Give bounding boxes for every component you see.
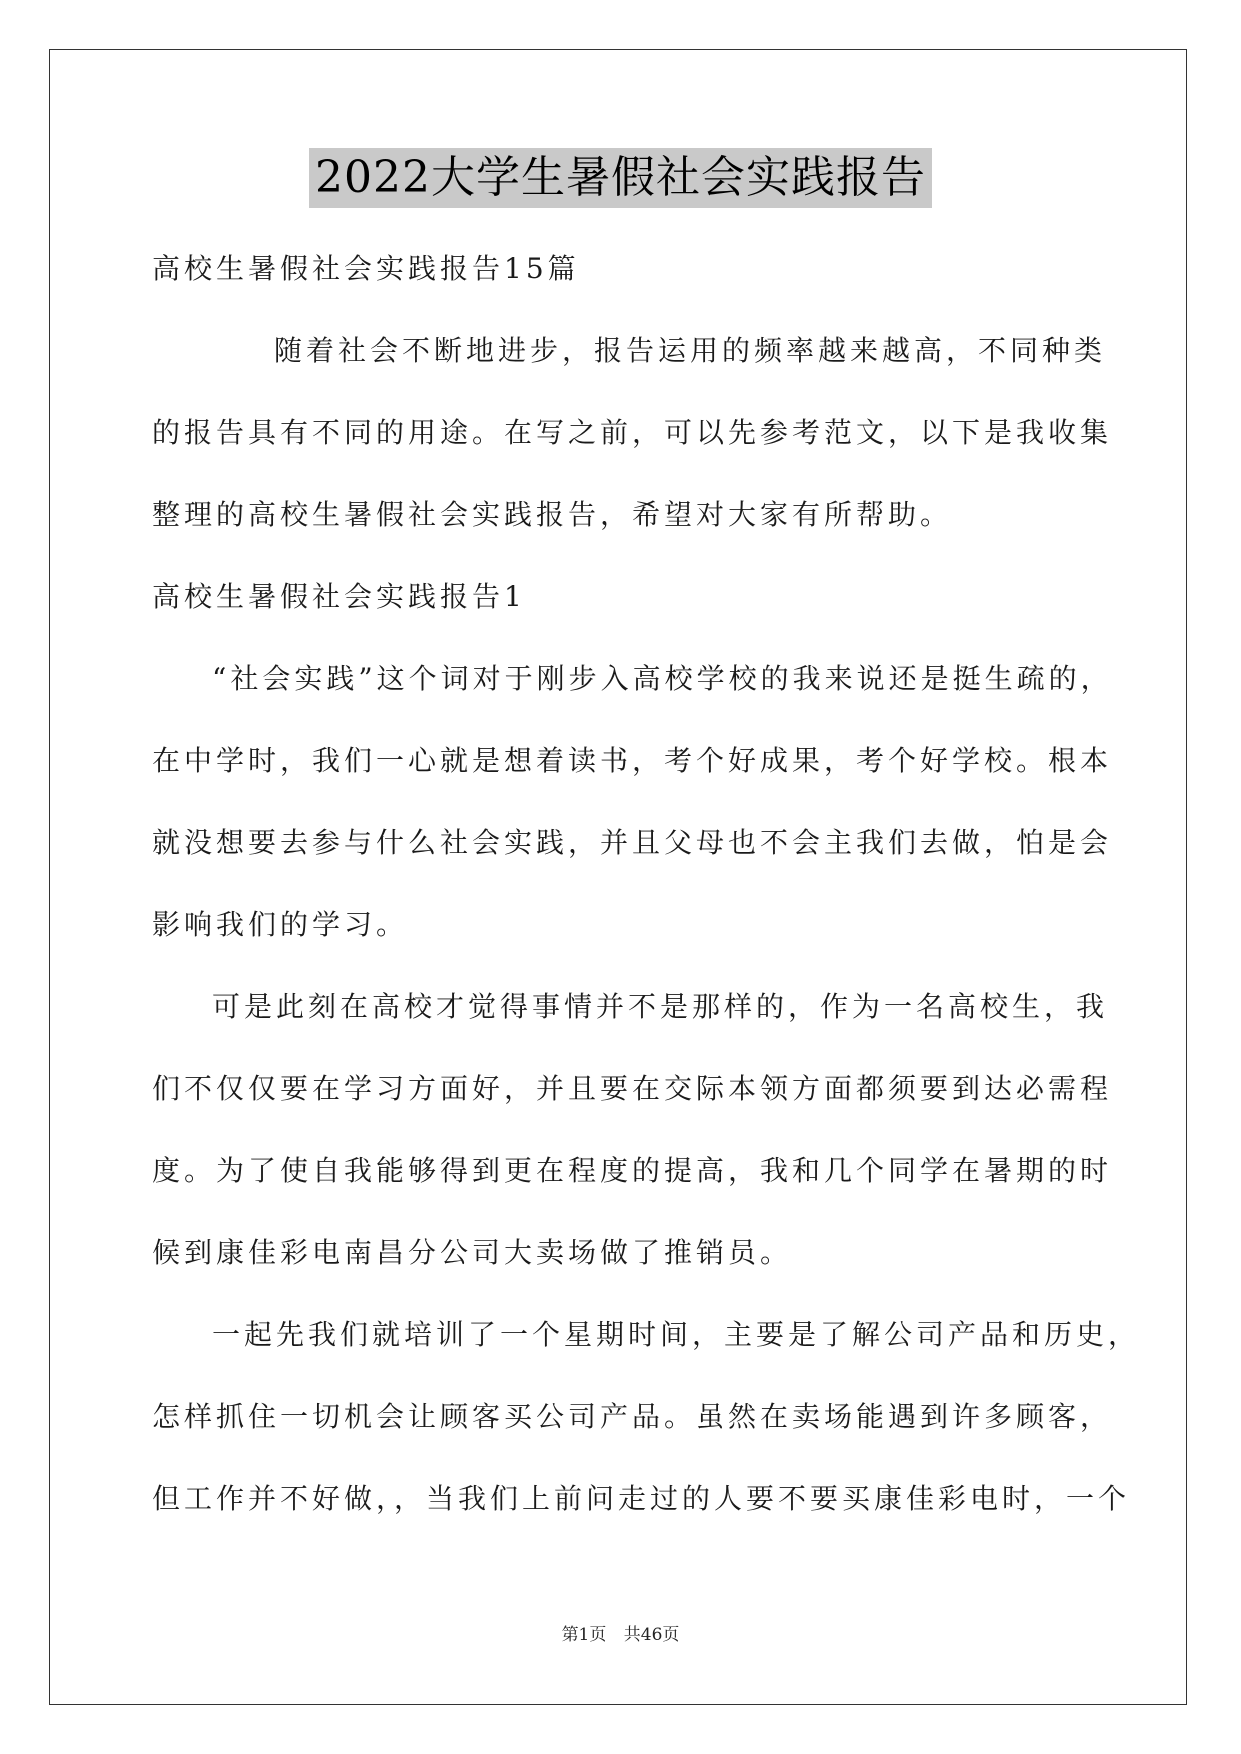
paragraph-line: 就没想要去参与什么社会实践，并且父母也不会主我们去做，怕是会 [152, 826, 1113, 859]
total-pages: 共46页 [623, 1625, 680, 1645]
paragraph-line: 可是此刻在高校才觉得事情并不是那样的，作为一名高校生，我 [212, 990, 1109, 1023]
document-title: 2022大学生暑假社会实践报告 [309, 148, 932, 208]
paragraph-line: 一起先我们就培训了一个星期时间，主要是了解公司产品和历史， [212, 1318, 1141, 1351]
page-footer [0, 1620, 1241, 1645]
paragraph-line: 们不仅仅要在学习方面好，并且要在交际本领方面都须要到达必需程 [152, 1072, 1113, 1105]
paragraph-line: 的报告具有不同的用途。在写之前，可以先参考范文，以下是我收集 [152, 416, 1113, 449]
section-heading: 高校生暑假社会实践报告1 [152, 580, 526, 613]
paragraph-line: 但工作并不好做，，当我们上前问走过的人要不要买康佳彩电时，一个 [152, 1482, 1131, 1515]
page-number: 第1页 [561, 1625, 607, 1645]
paragraph-line: 在中学时，我们一心就是想着读书，考个好成果，考个好学校。根本 [152, 744, 1113, 777]
paragraph-line: 候到康佳彩电南昌分公司大卖场做了推销员。 [152, 1236, 793, 1269]
paragraph-line: “社会实践”这个词对于刚步入高校学校的我来说还是挺生疏的， [212, 662, 1113, 695]
subtitle-line: 高校生暑假社会实践报告15篇 [152, 252, 580, 285]
document-body [152, 228, 1141, 1540]
paragraph-line: 整理的高校生暑假社会实践报告，希望对大家有所帮助。 [152, 498, 953, 531]
paragraph-line: 怎样抓住一切机会让顾客买公司产品。虽然在卖场能遇到许多顾客， [152, 1400, 1113, 1433]
title-container [0, 148, 1241, 208]
paragraph-line: 度。为了使自我能够得到更在程度的提高，我和几个同学在暑期的时 [152, 1154, 1113, 1187]
paragraph-line: 随着社会不断地进步，报告运用的频率越来越高，不同种类 [274, 334, 1107, 367]
paragraph-line: 影响我们的学习。 [152, 908, 409, 941]
